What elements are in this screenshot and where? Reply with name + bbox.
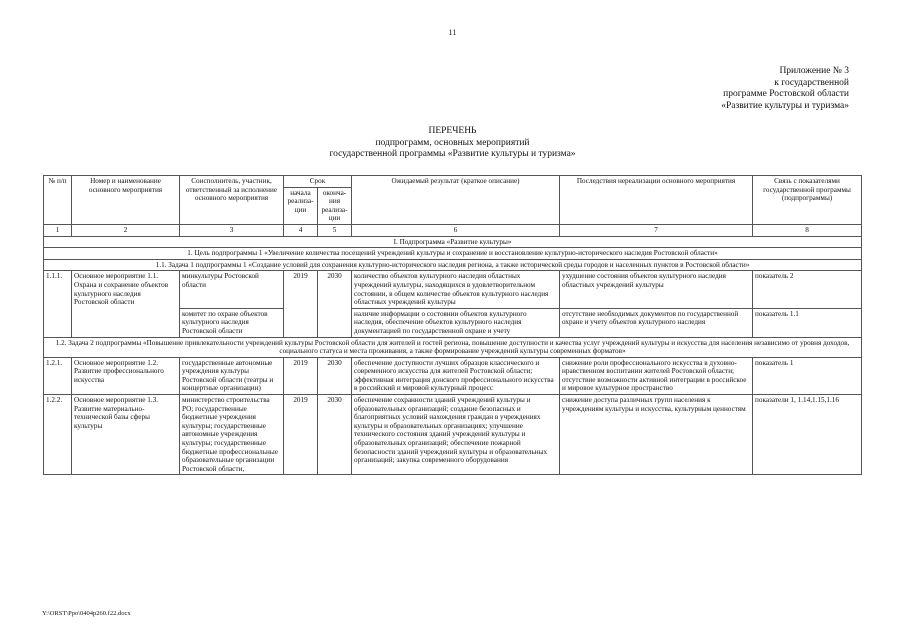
appendix-line: к государственной bbox=[774, 77, 849, 88]
consequences: отсутствие необходимых документов по государственной охране и учету объектов культурного наследия bbox=[560, 308, 753, 337]
section-row bbox=[44, 259, 862, 271]
expected-result: количество объектов культурного наследия областных учреждений культуры, находящихся в удовлетворительном состоянии, в общем количестве объектов культурного наследия областных учреждений культуры bbox=[352, 271, 560, 308]
goal-heading: 1. Цель подпрограммы 1 «Увеличение количества посещений учреждений культуры и сохранение и восстановление культурно-исторического наследия Ростовской области» bbox=[44, 248, 862, 260]
measure-name: Основное мероприятие 1.3. Развитие материально-технической базы сферы культуры bbox=[72, 395, 180, 475]
header-result: Ожидаемый результат (краткое описание) bbox=[352, 176, 560, 225]
table-row bbox=[44, 395, 862, 475]
column-number: 7 bbox=[560, 224, 753, 236]
header-executor: Соисполнитель, участник, ответственный за исполнение основного мероприятия bbox=[180, 176, 284, 225]
header-term: Срок bbox=[284, 176, 352, 188]
file-path-footer: Y:\ORST\Ppo\0404p260.f22.docx bbox=[42, 610, 131, 617]
header-name: Номер и наименование основного мероприятия bbox=[72, 176, 180, 225]
document-title bbox=[0, 126, 905, 161]
table-row bbox=[44, 271, 862, 308]
section-row bbox=[44, 337, 862, 357]
column-number: 5 bbox=[318, 224, 352, 236]
task-heading: 1.2. Задача 2 подпрограммы «Повышение привлекательности учреждений культуры Ростовской области для жителей и гостей региона, повышение доступности и качества услуг учреждений культуры и искусства для населения независимо от уровня доходов, социального статуса и места проживания, а также формирование учреждений культуры современных форматов» bbox=[44, 337, 862, 357]
section-row bbox=[44, 248, 862, 260]
column-number: 1 bbox=[44, 224, 72, 236]
expected-result: наличие информации о состоянии объектов культурного наследия, обеспечение объектов культурного наследия документацией по государственной охране и учету bbox=[352, 308, 560, 337]
end-year: 2030 bbox=[318, 271, 352, 337]
executor: государственные автономные учреждения культуры Ростовской области (театры и концертные организации) bbox=[180, 357, 284, 394]
row-number: 1.2.2. bbox=[44, 395, 72, 475]
column-number: 8 bbox=[753, 224, 862, 236]
consequences: снижение роли профессионального искусства в духовно-нравственном воспитании жителей Ростовской области; отсутствие возможности активной интеграции в российское и мировое культурное пространство bbox=[560, 357, 753, 394]
appendix-block bbox=[721, 66, 849, 112]
row-number: 1.2.1. bbox=[44, 357, 72, 394]
end-year: 2030 bbox=[318, 357, 352, 394]
executor: минкультуры Ростовской области bbox=[180, 271, 284, 308]
appendix-line: Приложение № 3 bbox=[779, 66, 849, 76]
indicator-link: показатель 2 bbox=[753, 271, 862, 308]
header-link: Связь с показателями государственной программы (подпрограммы) bbox=[753, 176, 862, 225]
column-number: 3 bbox=[180, 224, 284, 236]
end-year: 2030 bbox=[318, 395, 352, 475]
row-number: 1.1.1. bbox=[44, 271, 72, 337]
indicator-link: показатель 1 bbox=[753, 357, 862, 394]
measure-name: Основное мероприятие 1.1. Охрана и сохранение объектов культурного наследия Ростовской области bbox=[72, 271, 180, 337]
indicator-link: показатель 1.1 bbox=[753, 308, 862, 337]
title-heading: ПЕРЕЧЕНЬ bbox=[428, 126, 477, 136]
header-end: оконча-ния реализа-ции bbox=[318, 187, 352, 224]
title-subheading: государственной программы «Развитие культуры и туризма» bbox=[329, 149, 576, 159]
column-number-row bbox=[44, 224, 862, 236]
indicator-link: показатели 1, 1.14,1.15,1.16 bbox=[753, 395, 862, 475]
page-number: 11 bbox=[448, 28, 457, 37]
appendix-line: «Развитие культуры и туризма» bbox=[721, 100, 849, 111]
consequences: ухудшение состояния объектов культурного наследия областных учреждений культуры bbox=[560, 271, 753, 308]
executor: комитет по охране объектов культурного наследия Ростовской области bbox=[180, 308, 284, 337]
section-row bbox=[44, 236, 862, 248]
appendix-line: программе Ростовской области bbox=[723, 89, 849, 99]
subprogram-heading: I. Подпрограмма «Развитие культуры» bbox=[44, 236, 862, 248]
executor: министерство строительства РО; государственные бюджетные учреждения культуры; государственные автономные учреждения культуры; государственные бюджетные профессиональные образовательные организации Ростовской области, bbox=[180, 395, 284, 475]
column-number: 6 bbox=[352, 224, 560, 236]
start-year: 2019 bbox=[284, 395, 318, 475]
expected-result: обеспечение сохранности зданий учреждений культуры и образовательных организаций; создание безопасных и благоприятных условий нахождения граждан в учреждениях культуры и образовательных организациях; улучшение технического состояния зданий учреждений культуры и образовательных организаций; обеспечение пожарной безопасности зданий учреждений культуры и образовательных организаций; закупка современного оборудования bbox=[352, 395, 560, 475]
header-num: № п/п bbox=[44, 176, 72, 225]
header-consequences: Последствия нереализации основного мероприятия bbox=[560, 176, 753, 225]
task-heading: 1.1. Задача 1 подпрограммы 1 «Создание условий для сохранения культурно-исторического наследия региона, а также исторической среды городов и населенных пунктов в Ростовской области» bbox=[44, 259, 862, 271]
column-number: 4 bbox=[284, 224, 318, 236]
measure-name: Основное мероприятие 1.2. Развитие профессионального искусства bbox=[72, 357, 180, 394]
measures-table bbox=[43, 175, 862, 475]
title-subheading: подпрограмм, основных мероприятий bbox=[375, 137, 530, 148]
header-start: начала реализа-ции bbox=[284, 187, 318, 224]
column-number: 2 bbox=[72, 224, 180, 236]
table-row bbox=[44, 357, 862, 394]
consequences: снижение доступа различных групп населения к учреждениям культуры и искусства, культурным ценностям bbox=[560, 395, 753, 475]
header-row bbox=[44, 176, 862, 188]
start-year: 2019 bbox=[284, 357, 318, 394]
start-year: 2019 bbox=[284, 271, 318, 337]
expected-result: обеспечение доступности лучших образцов классического и современного искусства для жителей Ростовской области; эффективная интеграция донского профессионального искусства в российский и мировой культурный процесс bbox=[352, 357, 560, 394]
